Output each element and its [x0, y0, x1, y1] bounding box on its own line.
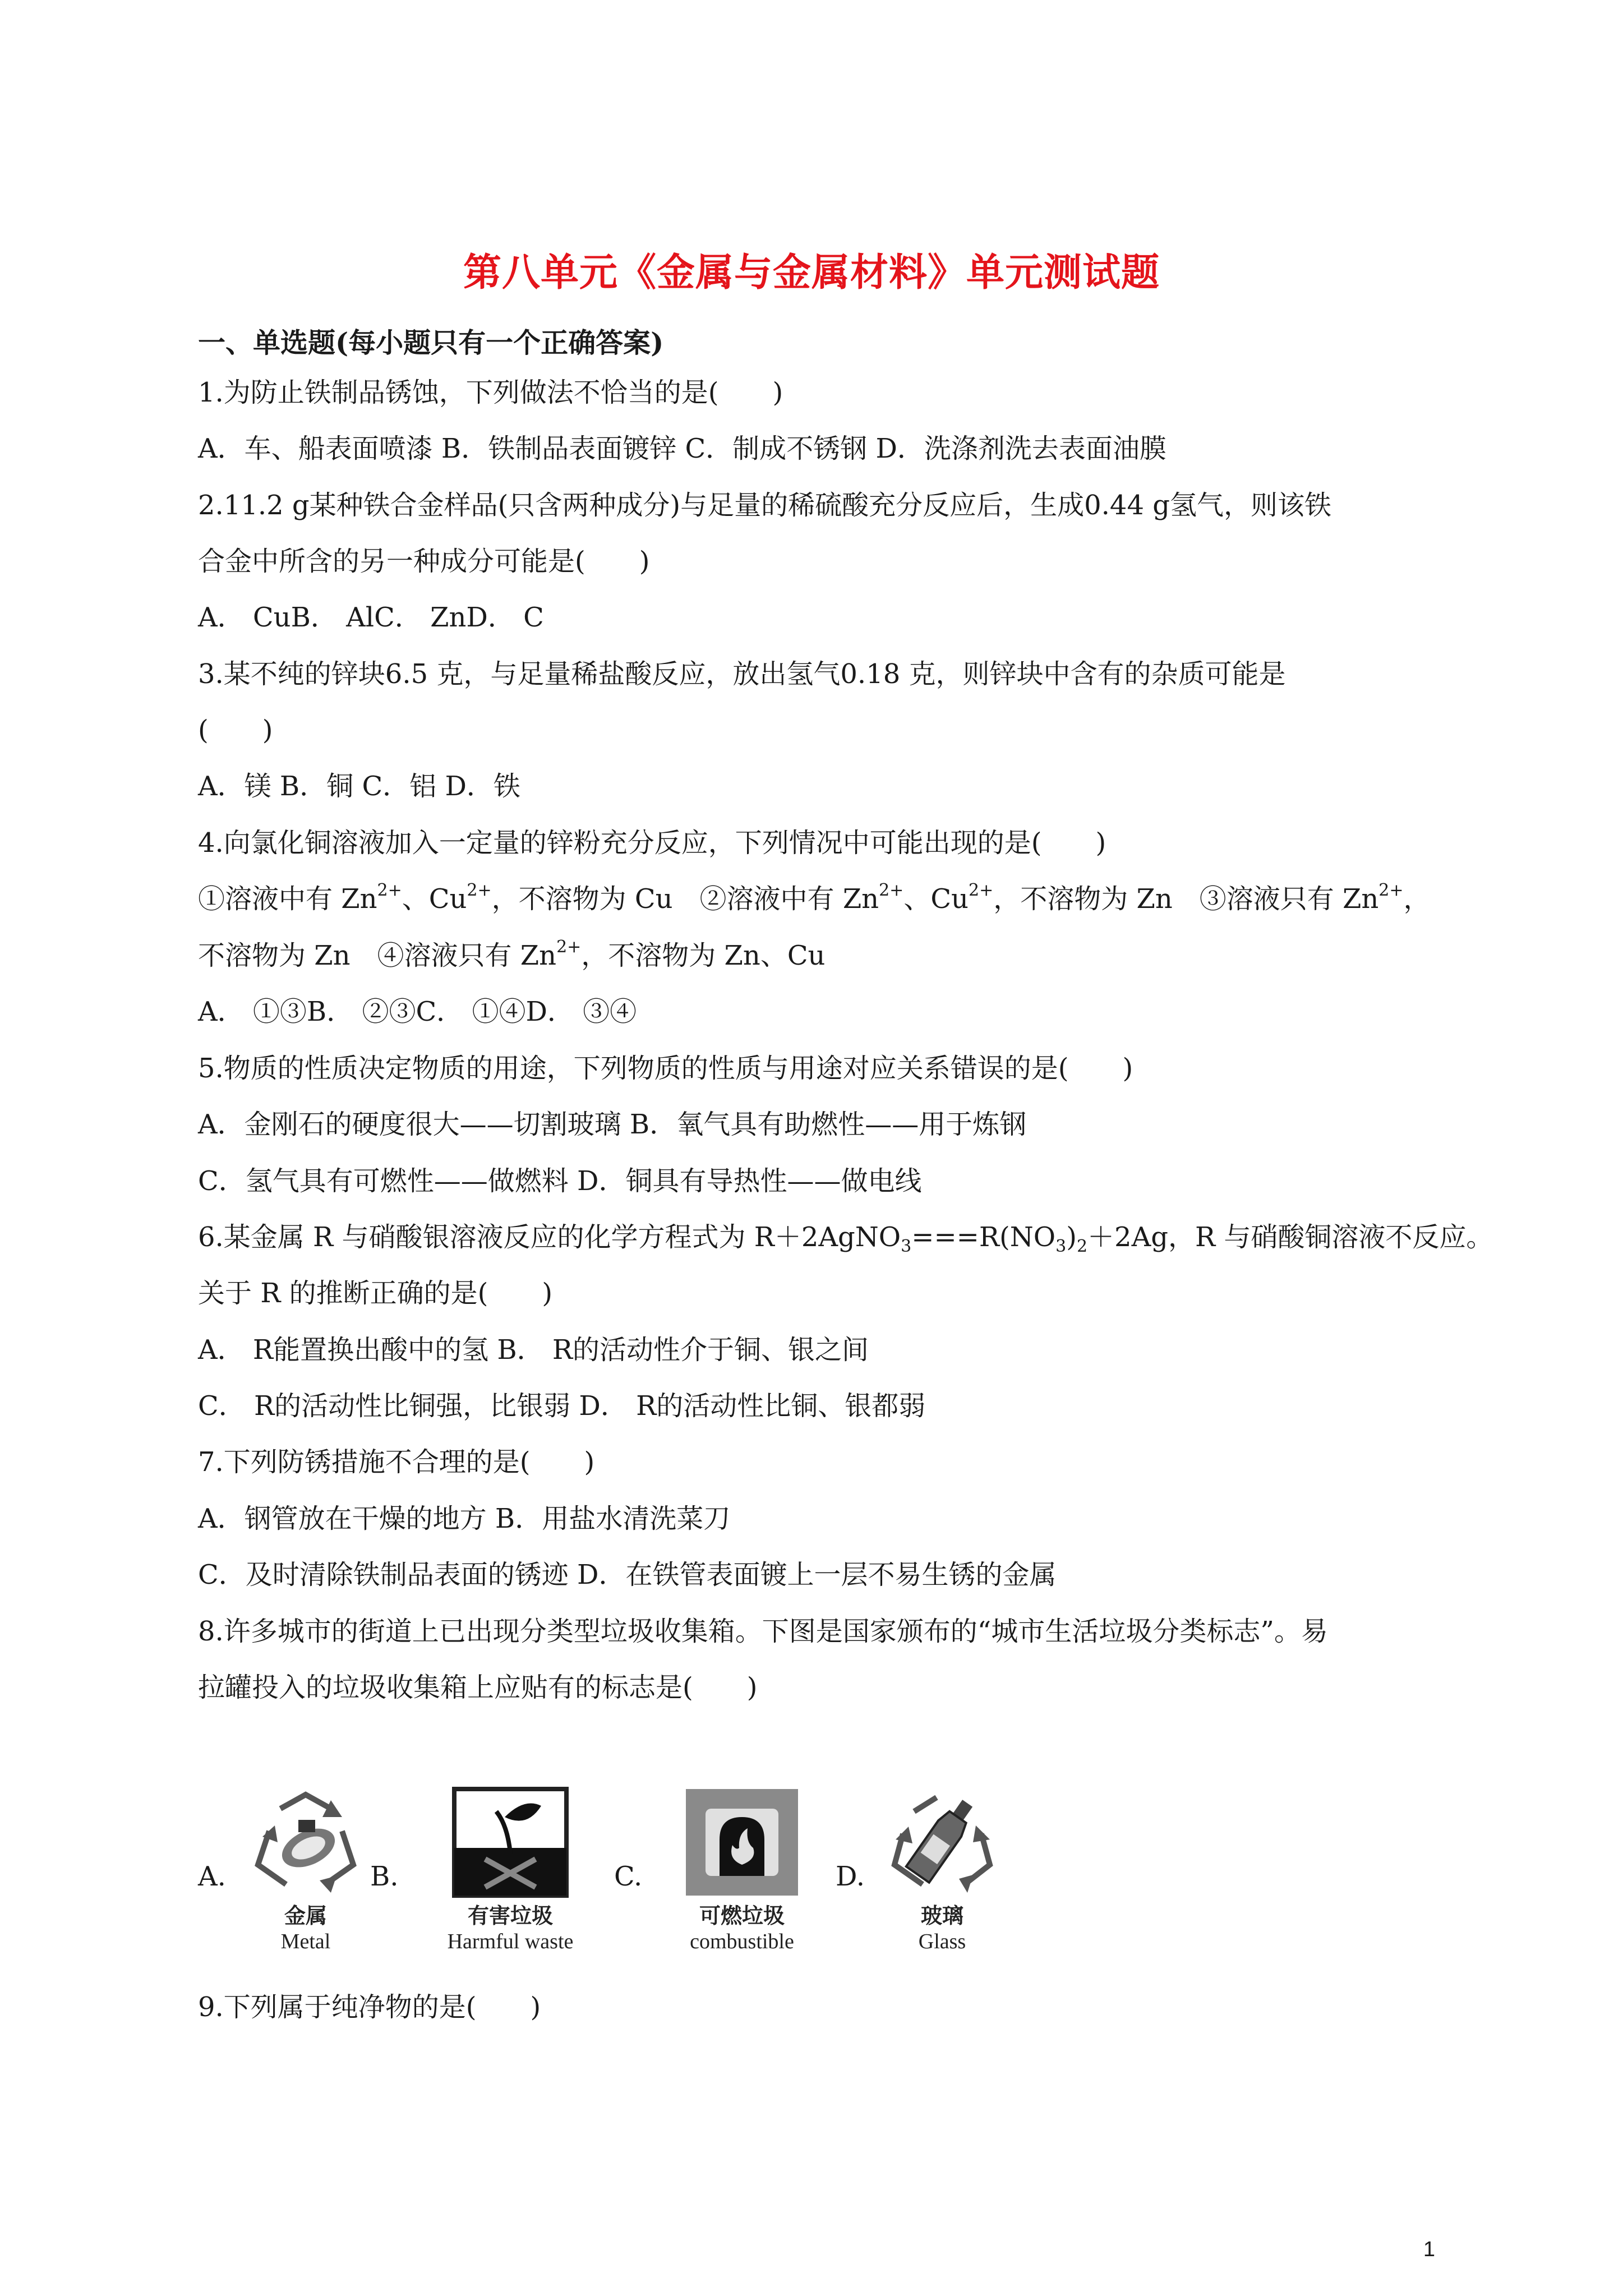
document-title: 第八单元《金属与金属材料》单元测试题	[463, 250, 1160, 295]
question-3-options: A．镁 B．铜 C．铝 D．铁	[198, 771, 520, 802]
sign-a-caption-en: Metal	[280, 1930, 331, 1953]
section-heading: 一、单选题(每小题只有一个正确答案)	[198, 326, 664, 359]
question-3-stem-line-2: ( )	[198, 714, 273, 746]
recycle-can-icon	[247, 1786, 365, 1898]
sign-b-caption-cn: 有害垃圾	[467, 1905, 553, 1928]
question-6-options-line-2: C． R的活动性比铜强，比银弱 D． R的活动性比铜、银都弱	[198, 1390, 926, 1422]
question-1-options: A．车、船表面喷漆 B．铁制品表面镀锌 C．制成不锈钢 D．洗涤剂洗去表面油膜	[198, 433, 1166, 464]
question-2-options: A． CuB． AlC． ZnD． C	[198, 602, 544, 633]
sign-b-caption-en: Harmful waste	[447, 1930, 574, 1953]
question-8-stem-line-2: 拉罐投入的垃圾收集箱上应贴有的标志是( )	[198, 1672, 758, 1703]
option-a-letter: A.	[198, 1861, 226, 1892]
sign-d-caption-en: Glass	[918, 1930, 966, 1953]
flame-icon	[683, 1786, 801, 1898]
question-5-stem: 5.物质的性质决定物质的用途，下列物质的性质与用途对应关系错误的是( )	[198, 1053, 1133, 1084]
question-5-options-line-2: C．氢气具有可燃性——做燃料 D．铜具有导热性——做电线	[198, 1165, 922, 1197]
question-4-cases-line-1: ①溶液中有 $Zn^{2+}$、$Cu^{2+}$，不溶物为 Cu ②溶液中有 $Zn^{2+}$、$Cu^{2+}$，不溶物为 Zn ③溶液只有 $Zn^{2+}$，	[198, 880, 1431, 915]
question-4-options: A． ①③B． ②③C． ①④D． ③④	[198, 996, 637, 1027]
option-b-letter: B.	[370, 1861, 399, 1892]
question-6-stem-line-1: 6.某金属 R 与硝酸银溶液反应的化学方程式为 $R+2AgNO_3===R(NO_3)_2+2Ag$，R 与硝酸铜溶液不反应。	[198, 1221, 1493, 1256]
question-4-cases-line-2: 不溶物为 Zn ④溶液只有 $Zn^{2+}$，不溶物为 Zn、Cu	[198, 937, 826, 971]
option-d-letter: D.	[836, 1861, 865, 1892]
question-7-stem: 7.下列防锈措施不合理的是( )	[198, 1446, 595, 1478]
question-1-stem: 1.为防止铁制品锈蚀，下列做法不恰当的是( )	[198, 377, 783, 408]
sign-c-caption-cn: 可燃垃圾	[699, 1905, 785, 1928]
harmful-waste-icon	[451, 1786, 569, 1898]
question-6-stem-line-2: 关于 R 的推断正确的是( )	[198, 1278, 553, 1309]
question-5-options-line-1: A．金刚石的硬度很大——切割玻璃 B．氧气具有助燃性——用于炼钢	[198, 1109, 1027, 1140]
page-number: 1	[1423, 2238, 1435, 2261]
question-8-stem-line-1: 8.许多城市的街道上已出现分类型垃圾收集箱。下图是国家颁布的“城市生活垃圾分类标志”。易	[198, 1616, 1328, 1647]
question-4-stem: 4.向氯化铜溶液加入一定量的锌粉充分反应，下列情况中可能出现的是( )	[198, 827, 1106, 859]
question-9-stem: 9.下列属于纯净物的是( )	[198, 1991, 541, 2023]
sign-d-caption-cn: 玻璃	[920, 1905, 963, 1928]
question-2-stem-line-1: 2.11.2 g某种铁合金样品(只含两种成分)与足量的稀硫酸充分反应后，生成0.44 g氢气，则该铁	[198, 490, 1331, 521]
recycle-bottle-icon	[883, 1786, 1001, 1898]
question-2-stem-line-2: 合金中所含的另一种成分可能是( )	[198, 546, 650, 577]
sign-a-caption-cn: 金属	[284, 1905, 327, 1928]
question-7-options-line-1: A．钢管放在干燥的地方 B．用盐水清洗菜刀	[198, 1503, 731, 1534]
question-6-options-line-1: A． R能置换出酸中的氢 B． R的活动性介于铜、银之间	[198, 1334, 869, 1366]
question-7-options-line-2: C．及时清除铁制品表面的锈迹 D．在铁管表面镀上一层不易生锈的金属	[198, 1559, 1057, 1590]
question-3-stem-line-1: 3.某不纯的锌块6.5 克，与足量稀盐酸反应，放出氢气0.18 克，则锌块中含有的杂质可能是	[198, 658, 1286, 690]
sign-c-caption-en: combustible	[690, 1930, 794, 1953]
option-c-letter: C.	[614, 1861, 643, 1892]
